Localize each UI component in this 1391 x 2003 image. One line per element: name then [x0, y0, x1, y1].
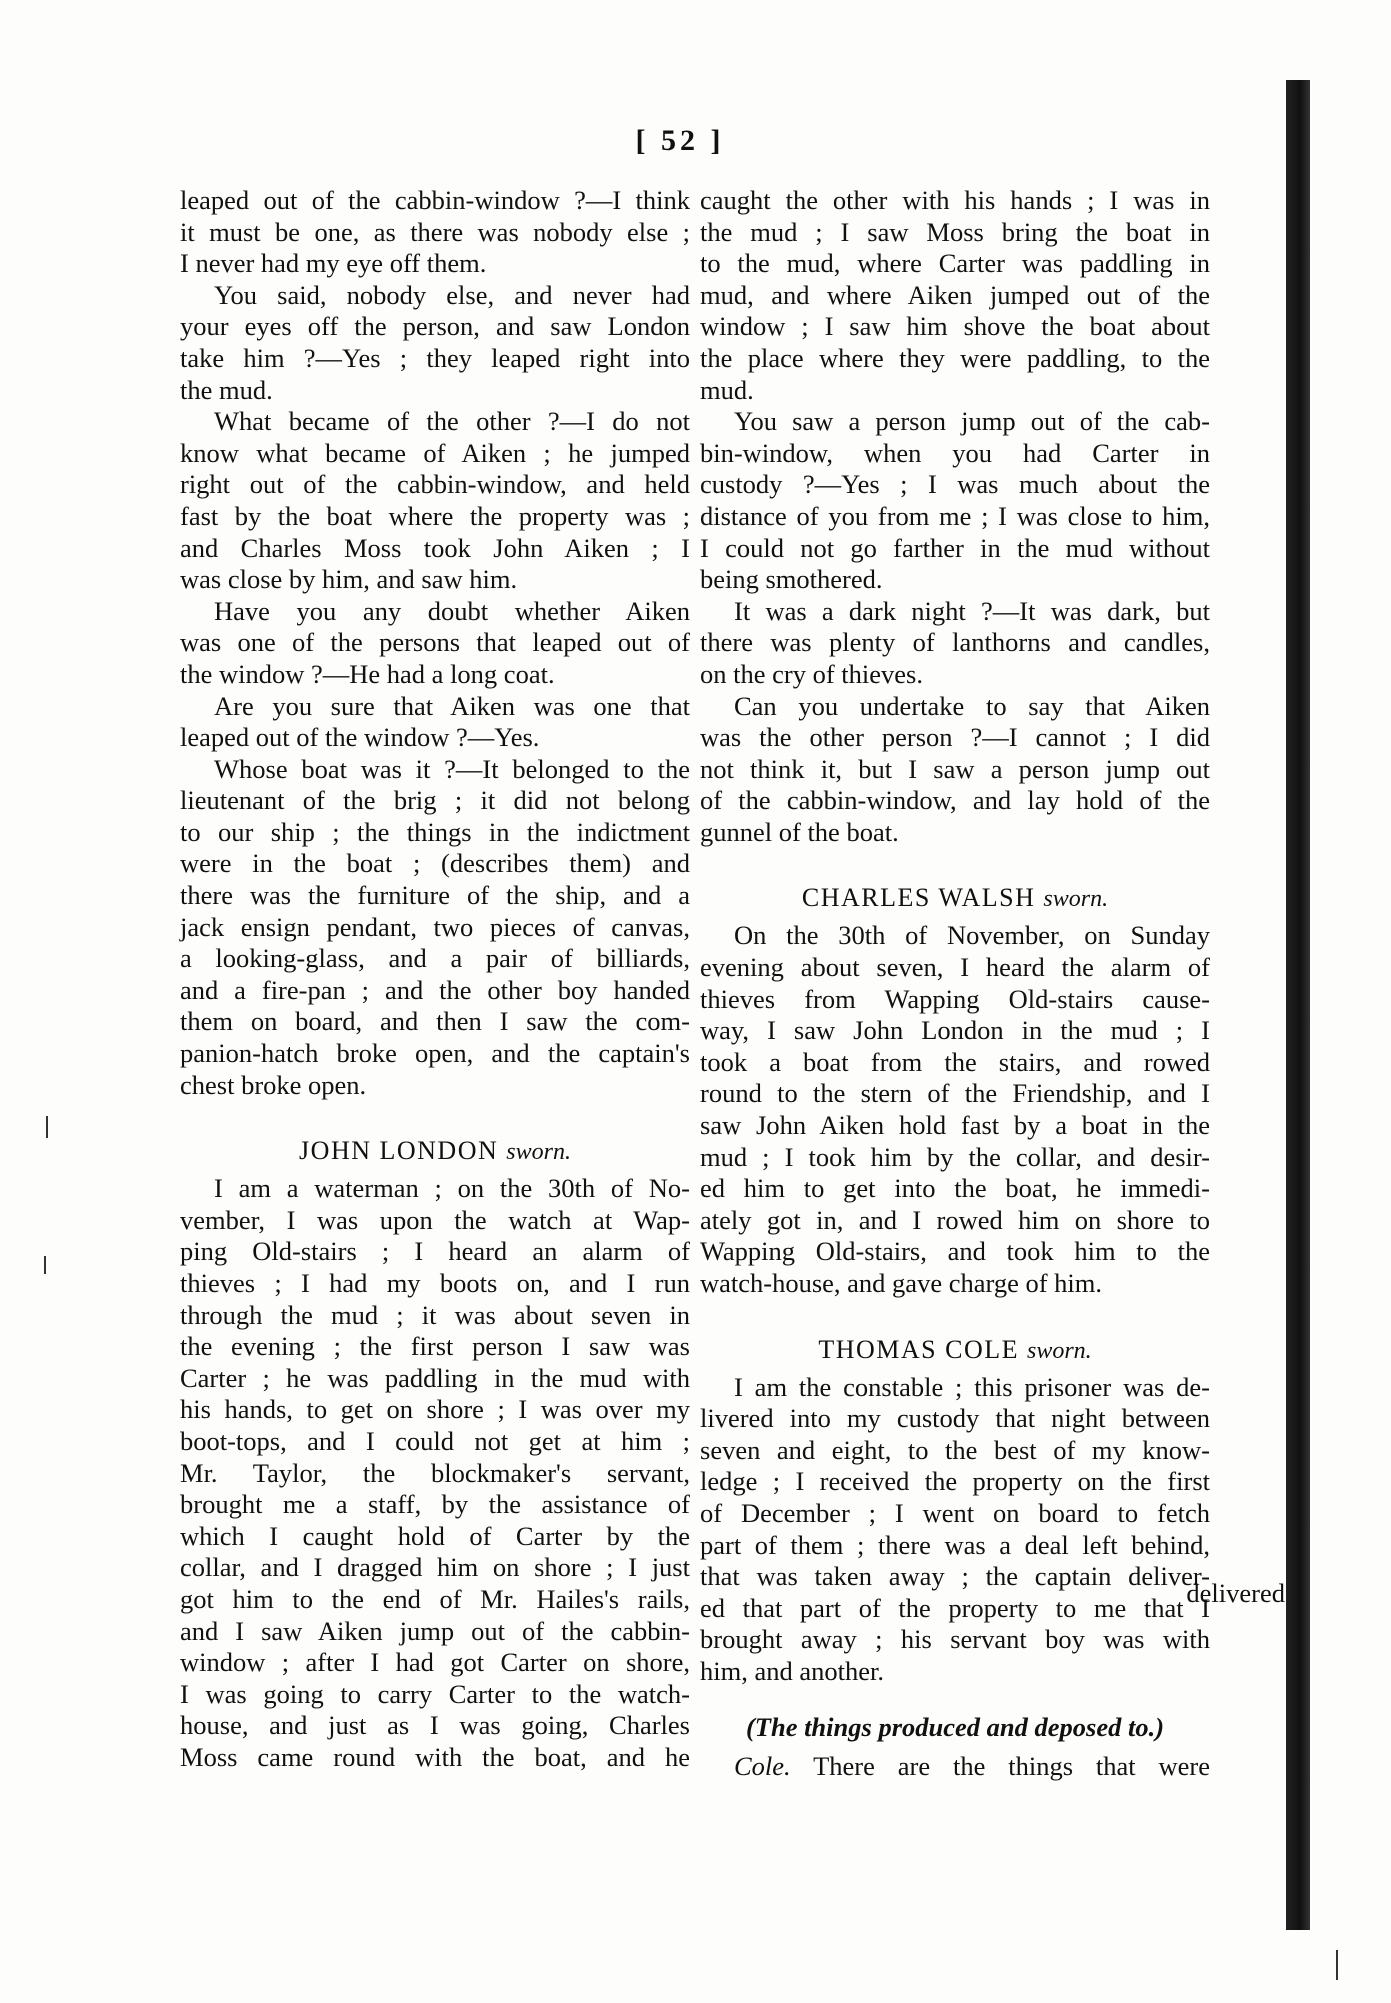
- left-column: [180, 185, 690, 1774]
- text-line: Wapping Old-stairs, and took him to the: [700, 1236, 1210, 1267]
- text-line: the mud ; I saw Moss bring the boat in: [700, 216, 1210, 247]
- witness-heading: [180, 1135, 690, 1167]
- text-line: jack ensign pendant, two pieces of canvas,: [180, 911, 690, 942]
- text-line: Have you any doubt whether Aiken: [214, 595, 690, 626]
- text-line: leaped out of the cabbin-window ?—I think: [180, 185, 690, 215]
- sworn-label: sworn.: [1026, 1337, 1092, 1364]
- text-line: there was plenty of lanthorns and candles,: [700, 627, 1210, 658]
- text-line: of the cabbin-window, and lay hold of the: [700, 785, 1210, 816]
- text-line: On the 30th of November, on Sunday: [734, 920, 1210, 951]
- text-line: the mud.: [180, 374, 273, 405]
- text-line: caught the other with his hands ; I was in: [700, 185, 1210, 215]
- text-line: that was taken away ; the captain deliver-: [700, 1561, 1210, 1592]
- text-line: the window ?—He had a long coat.: [180, 658, 555, 689]
- text-line: ping Old-stairs ; I heard an alarm of: [180, 1236, 690, 1267]
- text-line: brought me a staff, by the assistance of: [180, 1489, 690, 1520]
- text-line: Can you undertake to say that Aiken: [734, 690, 1210, 721]
- text-line: saw John Aiken hold fast by a boat in the: [700, 1110, 1210, 1141]
- text-line: the place where they were paddling, to the: [700, 342, 1210, 373]
- right-column: [700, 185, 1210, 1783]
- text-line: the evening ; the first person I saw was: [180, 1331, 690, 1362]
- witness-heading: [700, 882, 1210, 914]
- text-line: Moss came round with the boat, and he: [180, 1741, 690, 1772]
- paragraph: [180, 754, 690, 1102]
- witness-name: THOMAS COLE: [818, 1334, 1019, 1364]
- speaker-text: There are the things that were: [813, 1751, 1210, 1782]
- text-line: panion-hatch broke open, and the captain's: [180, 1038, 690, 1069]
- witness-name: CHARLES WALSH: [801, 883, 1036, 913]
- text-line: Mr. Taylor, the blockmaker's servant,: [180, 1457, 690, 1488]
- text-line: his hands, to get on shore ; I was over my: [180, 1394, 690, 1425]
- text-line: ed that part of the property to me that I: [700, 1592, 1210, 1623]
- text-line: custody ?—Yes ; I was much about the: [700, 469, 1210, 500]
- text-line: being smothered.: [700, 564, 883, 595]
- stage-direction: (The things produced and deposed to.): [745, 1711, 1165, 1742]
- text-line: round to the stern of the Friendship, and I: [700, 1078, 1210, 1109]
- text-line: mud ; I took him by the collar, and desir-: [700, 1141, 1210, 1172]
- text-line: ed him to get into the boat, he immedi-: [700, 1173, 1210, 1204]
- text-line: to the mud, where Carter was paddling in: [700, 248, 1210, 279]
- text-line: boot-tops, and I could not get at him ;: [180, 1425, 690, 1456]
- paragraph: [180, 280, 690, 406]
- speaker-label: Cole.: [734, 1751, 791, 1782]
- text-line: fast by the boat where the property was ;: [180, 500, 690, 531]
- margin-mark: [1336, 1950, 1338, 1980]
- text-line: not think it, but I saw a person jump out: [700, 753, 1210, 784]
- text-line: part of them ; there was a deal left behind,: [700, 1529, 1210, 1560]
- text-line: and Charles Moss took John Aiken ; I: [180, 532, 690, 563]
- text-line: thieves from Wapping Old-stairs cause-: [700, 983, 1210, 1014]
- text-line: of December ; I went on board to fetch: [700, 1497, 1210, 1528]
- text-line: Are you sure that Aiken was one that: [214, 690, 690, 721]
- text-line: house, and just as I was going, Charles: [180, 1710, 690, 1741]
- text-line: to our ship ; the things in the indictment: [180, 816, 690, 847]
- text-line: and a fire-pan ; and the other boy handed: [180, 974, 690, 1005]
- page-number: [ 52 ]: [635, 124, 725, 157]
- text-line: window ; I saw him shove the boat about: [700, 311, 1210, 342]
- text-line: thieves ; I had my boots on, and I run: [180, 1268, 690, 1298]
- text-line: lieutenant of the brig ; it did not belong: [180, 785, 690, 816]
- text-line: on the cry of thieves.: [700, 658, 923, 689]
- paragraph: [700, 406, 1210, 596]
- text-line: vember, I was upon the watch at Wap-: [180, 1204, 690, 1235]
- text-line: evening about seven, I heard the alarm of: [700, 952, 1210, 983]
- paragraph: [700, 185, 1210, 406]
- text-line: Whose boat was it ?—It belonged to the: [214, 753, 690, 784]
- text-line: I never had my eye off them.: [180, 248, 487, 279]
- text-line: brought away ; his servant boy was with: [700, 1624, 1210, 1655]
- text-line: was close by him, and saw him.: [180, 564, 518, 595]
- text-line: know what became of Aiken ; he jumped: [180, 437, 690, 468]
- text-line: your eyes off the person, and saw London: [180, 311, 690, 342]
- text-line: them on board, and then I saw the com-: [180, 1006, 690, 1037]
- text-line: were in the boat ; (describes them) and: [180, 848, 690, 879]
- text-line: ledge ; I received the property on the first: [700, 1466, 1210, 1497]
- paragraph: [700, 1372, 1210, 1688]
- cole-line: [700, 1751, 1210, 1783]
- text-line: seven and eight, to the best of my know-: [700, 1434, 1210, 1465]
- text-line: You said, nobody else, and never had: [214, 279, 690, 310]
- text-line: collar, and I dragged him on shore ; I just: [180, 1552, 690, 1583]
- catchword: delivered: [1186, 1578, 1285, 1608]
- page-edge-shadow: [1286, 80, 1310, 1930]
- text-line: I could not go farther in the mud without: [700, 532, 1210, 563]
- paragraph: [700, 691, 1210, 849]
- text-line: a looking-glass, and a pair of billiards,: [180, 943, 690, 974]
- text-line: It was a dark night ?—It was dark, but: [734, 595, 1210, 626]
- text-line: got him to the end of Mr. Hailes's rails,: [180, 1583, 690, 1614]
- text-line: distance of you from me ; I was close to him,: [700, 500, 1210, 531]
- sworn-label: sworn.: [506, 1139, 571, 1166]
- text-line: him, and another.: [700, 1655, 884, 1686]
- text-line: window ; after I had got Carter on shore,: [180, 1647, 690, 1678]
- paragraph: [700, 596, 1210, 691]
- text-line: gunnel of the boat.: [700, 816, 899, 847]
- text-line: watch-house, and gave charge of him.: [700, 1268, 1103, 1298]
- paragraph: [180, 1173, 690, 1773]
- paragraph: [700, 920, 1210, 1299]
- text-line: What became of the other ?—I do not: [214, 406, 690, 437]
- text-line: right out of the cabbin-window, and held: [180, 469, 690, 500]
- text-line: which I caught hold of Carter by the: [180, 1520, 690, 1551]
- paragraph: [180, 185, 690, 280]
- witness-name: JOHN LONDON: [299, 1136, 499, 1166]
- witness-heading: [700, 1334, 1210, 1366]
- text-line: You saw a person jump out of the cab-: [734, 406, 1210, 437]
- paragraph: [180, 691, 690, 754]
- margin-mark: [46, 1116, 48, 1138]
- text-line: was one of the persons that leaped out of: [180, 627, 690, 658]
- text-line: through the mud ; it was about seven in: [180, 1299, 690, 1330]
- text-line: took a boat from the stairs, and rowed: [700, 1046, 1210, 1077]
- text-line: there was the furniture of the ship, and a: [180, 880, 690, 911]
- margin-mark: [44, 1256, 46, 1274]
- text-line: ately got in, and I rowed him on shore to: [700, 1204, 1210, 1235]
- text-line: take him ?—Yes ; they leaped right into: [180, 342, 690, 373]
- text-line: bin-window, when you had Carter in: [700, 437, 1210, 468]
- text-line: I was going to carry Carter to the watch-: [180, 1678, 690, 1709]
- text-line: it must be one, as there was nobody else ;: [180, 216, 690, 247]
- paragraph: [180, 406, 690, 596]
- text-line: livered into my custody that night between: [700, 1403, 1210, 1434]
- text-line: and I saw Aiken jump out of the cabbin-: [180, 1615, 690, 1646]
- text-line: mud.: [700, 374, 754, 405]
- text-line: mud, and where Aiken jumped out of the: [700, 279, 1210, 310]
- text-line: Carter ; he was paddling in the mud with: [180, 1362, 690, 1393]
- sworn-label: sworn.: [1043, 886, 1109, 913]
- text-line: was the other person ?—I cannot ; I did: [700, 722, 1210, 753]
- paragraph: [180, 596, 690, 691]
- text-line: chest broke open.: [180, 1069, 367, 1100]
- text-line: I am a waterman ; on the 30th of No-: [214, 1173, 690, 1204]
- text-line: leaped out of the window ?—Yes.: [180, 722, 540, 753]
- text-line: way, I saw John London in the mud ; I: [700, 1015, 1210, 1046]
- text-line: I am the constable ; this prisoner was de-: [734, 1371, 1210, 1402]
